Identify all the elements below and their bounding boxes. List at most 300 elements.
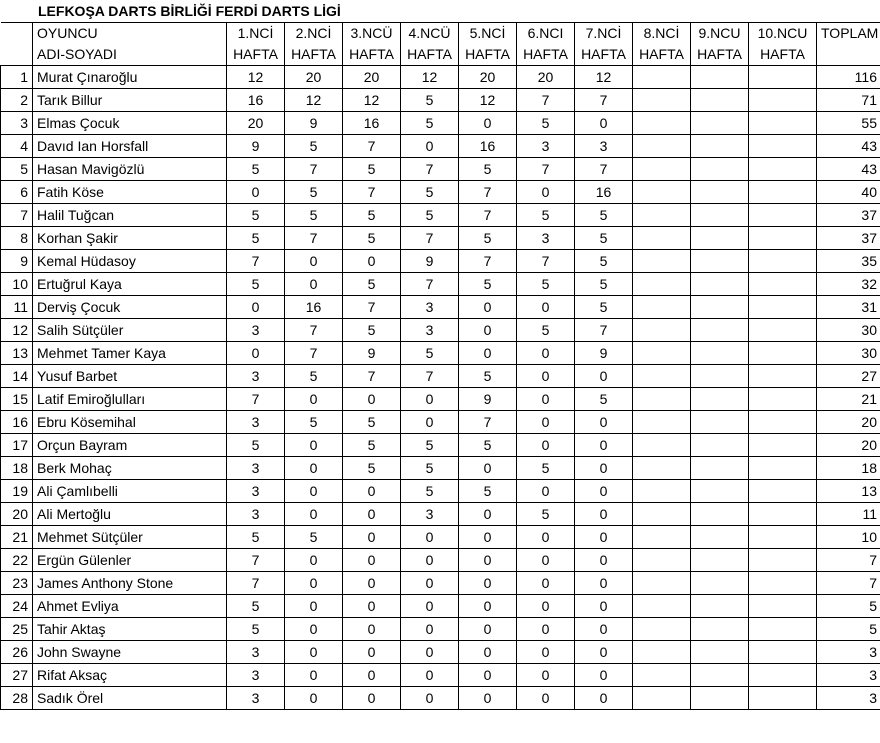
header-cell[interactable]: 1.NCİ (227, 23, 285, 45)
week-score-cell[interactable]: 0 (517, 572, 575, 595)
rank-cell[interactable]: 5 (1, 158, 33, 181)
week-score-cell[interactable]: 5 (401, 342, 459, 365)
week-score-cell[interactable]: 3 (227, 365, 285, 388)
week-score-cell[interactable]: 0 (401, 687, 459, 710)
week-score-cell[interactable]: 0 (343, 687, 401, 710)
player-name-cell[interactable]: Murat Çınaroğlu (33, 66, 227, 89)
week-score-cell[interactable]: 0 (459, 319, 517, 342)
rank-cell[interactable]: 10 (1, 273, 33, 296)
week-score-cell[interactable]: 0 (459, 342, 517, 365)
week-score-cell[interactable]: 7 (285, 319, 343, 342)
week-score-cell[interactable]: 0 (227, 181, 285, 204)
week-score-cell[interactable]: 7 (459, 250, 517, 273)
header-cell[interactable]: HAFTA (285, 44, 343, 66)
total-cell[interactable]: 10 (817, 526, 880, 549)
week-score-cell[interactable] (691, 618, 749, 641)
week-score-cell[interactable]: 0 (285, 549, 343, 572)
week-score-cell[interactable]: 5 (517, 457, 575, 480)
rank-cell[interactable]: 9 (1, 250, 33, 273)
week-score-cell[interactable]: 7 (517, 158, 575, 181)
week-score-cell[interactable]: 5 (343, 434, 401, 457)
total-cell[interactable]: 31 (817, 296, 880, 319)
week-score-cell[interactable]: 0 (401, 135, 459, 158)
header-cell[interactable]: HAFTA (343, 44, 401, 66)
player-name-cell[interactable]: Tahir Aktaş (33, 618, 227, 641)
player-name-cell[interactable]: Hasan Mavigözlü (33, 158, 227, 181)
week-score-cell[interactable] (749, 204, 817, 227)
total-cell[interactable]: 30 (817, 319, 880, 342)
week-score-cell[interactable]: 0 (285, 687, 343, 710)
week-score-cell[interactable]: 5 (401, 89, 459, 112)
total-cell[interactable]: 37 (817, 227, 880, 250)
rank-cell[interactable]: 13 (1, 342, 33, 365)
week-score-cell[interactable]: 0 (575, 687, 633, 710)
week-score-cell[interactable]: 3 (401, 319, 459, 342)
week-score-cell[interactable] (691, 572, 749, 595)
total-cell[interactable]: 3 (817, 641, 880, 664)
week-score-cell[interactable] (633, 112, 691, 135)
week-score-cell[interactable]: 3 (227, 687, 285, 710)
week-score-cell[interactable]: 16 (285, 296, 343, 319)
player-name-cell[interactable]: Berk Mohaç (33, 457, 227, 480)
week-score-cell[interactable] (691, 181, 749, 204)
week-score-cell[interactable] (691, 112, 749, 135)
week-score-cell[interactable] (691, 158, 749, 181)
week-score-cell[interactable]: 3 (517, 135, 575, 158)
week-score-cell[interactable]: 0 (343, 526, 401, 549)
total-cell[interactable]: 5 (817, 595, 880, 618)
week-score-cell[interactable]: 5 (575, 250, 633, 273)
rank-cell[interactable]: 28 (1, 687, 33, 710)
week-score-cell[interactable]: 0 (401, 618, 459, 641)
rank-cell[interactable]: 12 (1, 319, 33, 342)
week-score-cell[interactable]: 0 (227, 296, 285, 319)
week-score-cell[interactable]: 5 (459, 158, 517, 181)
rank-cell[interactable]: 1 (1, 66, 33, 89)
week-score-cell[interactable] (691, 595, 749, 618)
week-score-cell[interactable]: 7 (575, 319, 633, 342)
player-name-cell[interactable]: James Anthony Stone (33, 572, 227, 595)
week-score-cell[interactable]: 5 (227, 273, 285, 296)
header-cell[interactable]: 3.NCÜ (343, 23, 401, 45)
total-cell[interactable]: 71 (817, 89, 880, 112)
week-score-cell[interactable] (749, 687, 817, 710)
week-score-cell[interactable] (691, 664, 749, 687)
week-score-cell[interactable]: 0 (517, 595, 575, 618)
week-score-cell[interactable]: 0 (343, 572, 401, 595)
week-score-cell[interactable]: 0 (575, 526, 633, 549)
week-score-cell[interactable] (691, 227, 749, 250)
week-score-cell[interactable]: 0 (343, 480, 401, 503)
week-score-cell[interactable]: 5 (401, 112, 459, 135)
week-score-cell[interactable]: 0 (343, 641, 401, 664)
week-score-cell[interactable]: 0 (517, 342, 575, 365)
week-score-cell[interactable] (633, 227, 691, 250)
week-score-cell[interactable]: 0 (401, 526, 459, 549)
week-score-cell[interactable] (691, 641, 749, 664)
week-score-cell[interactable] (633, 434, 691, 457)
week-score-cell[interactable] (633, 618, 691, 641)
week-score-cell[interactable] (749, 618, 817, 641)
header-cell[interactable]: 9.NCU (691, 23, 749, 45)
total-cell[interactable]: 40 (817, 181, 880, 204)
week-score-cell[interactable]: 5 (227, 618, 285, 641)
week-score-cell[interactable]: 0 (285, 618, 343, 641)
week-score-cell[interactable] (691, 319, 749, 342)
week-score-cell[interactable] (749, 365, 817, 388)
total-cell[interactable]: 20 (817, 411, 880, 434)
week-score-cell[interactable]: 3 (401, 296, 459, 319)
week-score-cell[interactable]: 9 (227, 135, 285, 158)
week-score-cell[interactable] (691, 388, 749, 411)
week-score-cell[interactable] (749, 112, 817, 135)
rank-cell[interactable]: 4 (1, 135, 33, 158)
week-score-cell[interactable]: 3 (575, 135, 633, 158)
rank-cell[interactable]: 27 (1, 664, 33, 687)
week-score-cell[interactable] (691, 250, 749, 273)
total-cell[interactable]: 55 (817, 112, 880, 135)
week-score-cell[interactable]: 7 (575, 158, 633, 181)
week-score-cell[interactable] (749, 181, 817, 204)
week-score-cell[interactable]: 9 (343, 342, 401, 365)
week-score-cell[interactable]: 0 (517, 664, 575, 687)
rank-cell[interactable]: 11 (1, 296, 33, 319)
week-score-cell[interactable] (749, 66, 817, 89)
week-score-cell[interactable] (749, 549, 817, 572)
header-cell-total[interactable] (817, 44, 880, 66)
week-score-cell[interactable]: 5 (401, 457, 459, 480)
week-score-cell[interactable]: 20 (227, 112, 285, 135)
week-score-cell[interactable]: 5 (575, 204, 633, 227)
week-score-cell[interactable] (633, 365, 691, 388)
header-cell[interactable]: HAFTA (459, 44, 517, 66)
week-score-cell[interactable] (633, 135, 691, 158)
week-score-cell[interactable] (749, 457, 817, 480)
header-cell[interactable]: 2.NCİ (285, 23, 343, 45)
week-score-cell[interactable]: 5 (459, 273, 517, 296)
week-score-cell[interactable] (633, 526, 691, 549)
week-score-cell[interactable]: 0 (285, 434, 343, 457)
player-name-cell[interactable]: John Swayne (33, 641, 227, 664)
week-score-cell[interactable] (749, 434, 817, 457)
week-score-cell[interactable]: 0 (575, 411, 633, 434)
week-score-cell[interactable]: 0 (517, 411, 575, 434)
player-name-cell[interactable]: Elmas Çocuk (33, 112, 227, 135)
week-score-cell[interactable]: 7 (285, 227, 343, 250)
week-score-cell[interactable] (633, 204, 691, 227)
week-score-cell[interactable] (691, 687, 749, 710)
week-score-cell[interactable]: 5 (343, 411, 401, 434)
player-name-cell[interactable]: Ali Çamlıbelli (33, 480, 227, 503)
week-score-cell[interactable]: 5 (343, 319, 401, 342)
week-score-cell[interactable]: 0 (575, 572, 633, 595)
week-score-cell[interactable]: 16 (343, 112, 401, 135)
week-score-cell[interactable] (749, 273, 817, 296)
week-score-cell[interactable]: 0 (285, 457, 343, 480)
week-score-cell[interactable] (633, 250, 691, 273)
rank-cell[interactable]: 25 (1, 618, 33, 641)
week-score-cell[interactable]: 7 (401, 227, 459, 250)
week-score-cell[interactable]: 0 (517, 687, 575, 710)
rank-cell[interactable]: 6 (1, 181, 33, 204)
week-score-cell[interactable]: 0 (575, 365, 633, 388)
week-score-cell[interactable]: 0 (459, 457, 517, 480)
week-score-cell[interactable]: 12 (401, 66, 459, 89)
rank-cell[interactable]: 7 (1, 204, 33, 227)
total-cell[interactable]: 3 (817, 664, 880, 687)
player-name-cell[interactable]: Fatih Köse (33, 181, 227, 204)
header-cell[interactable] (1, 44, 33, 66)
header-cell[interactable]: HAFTA (749, 44, 817, 66)
week-score-cell[interactable]: 0 (401, 572, 459, 595)
week-score-cell[interactable]: 0 (285, 480, 343, 503)
week-score-cell[interactable]: 12 (575, 66, 633, 89)
week-score-cell[interactable]: 0 (517, 549, 575, 572)
rank-cell[interactable]: 15 (1, 388, 33, 411)
week-score-cell[interactable]: 3 (227, 480, 285, 503)
player-name-cell[interactable]: Derviş Çocuk (33, 296, 227, 319)
week-score-cell[interactable]: 5 (517, 319, 575, 342)
week-score-cell[interactable]: 9 (285, 112, 343, 135)
week-score-cell[interactable]: 7 (401, 365, 459, 388)
rank-cell[interactable]: 8 (1, 227, 33, 250)
total-cell[interactable]: 18 (817, 457, 880, 480)
week-score-cell[interactable] (691, 549, 749, 572)
week-score-cell[interactable]: 7 (227, 549, 285, 572)
week-score-cell[interactable] (633, 388, 691, 411)
week-score-cell[interactable]: 7 (459, 411, 517, 434)
week-score-cell[interactable]: 0 (285, 641, 343, 664)
week-score-cell[interactable] (633, 503, 691, 526)
week-score-cell[interactable] (691, 411, 749, 434)
header-cell[interactable]: 8.NCİ (633, 23, 691, 45)
week-score-cell[interactable] (633, 641, 691, 664)
week-score-cell[interactable]: 5 (343, 273, 401, 296)
rank-cell[interactable]: 3 (1, 112, 33, 135)
week-score-cell[interactable]: 3 (227, 503, 285, 526)
week-score-cell[interactable] (749, 135, 817, 158)
total-cell[interactable]: 37 (817, 204, 880, 227)
total-cell[interactable]: 5 (817, 618, 880, 641)
week-score-cell[interactable]: 0 (459, 526, 517, 549)
week-score-cell[interactable]: 0 (575, 480, 633, 503)
header-cell[interactable]: 4.NCÜ (401, 23, 459, 45)
player-name-cell[interactable]: Kemal Hüdasoy (33, 250, 227, 273)
week-score-cell[interactable]: 7 (285, 342, 343, 365)
week-score-cell[interactable]: 0 (401, 664, 459, 687)
week-score-cell[interactable]: 5 (401, 181, 459, 204)
week-score-cell[interactable]: 7 (343, 296, 401, 319)
week-score-cell[interactable] (749, 572, 817, 595)
week-score-cell[interactable]: 3 (227, 319, 285, 342)
week-score-cell[interactable]: 7 (343, 135, 401, 158)
total-cell[interactable]: 11 (817, 503, 880, 526)
week-score-cell[interactable]: 5 (227, 204, 285, 227)
week-score-cell[interactable] (691, 457, 749, 480)
week-score-cell[interactable]: 16 (459, 135, 517, 158)
week-score-cell[interactable]: 0 (575, 503, 633, 526)
week-score-cell[interactable]: 5 (343, 227, 401, 250)
week-score-cell[interactable]: 0 (285, 250, 343, 273)
week-score-cell[interactable]: 5 (343, 158, 401, 181)
week-score-cell[interactable]: 5 (285, 365, 343, 388)
week-score-cell[interactable]: 0 (575, 434, 633, 457)
week-score-cell[interactable] (633, 480, 691, 503)
week-score-cell[interactable]: 5 (575, 296, 633, 319)
week-score-cell[interactable]: 9 (401, 250, 459, 273)
header-cell[interactable]: ADI-SOYADI (33, 44, 227, 66)
week-score-cell[interactable]: 5 (459, 227, 517, 250)
week-score-cell[interactable]: 0 (517, 618, 575, 641)
week-score-cell[interactable]: 5 (285, 135, 343, 158)
week-score-cell[interactable]: 3 (401, 503, 459, 526)
header-cell[interactable]: HAFTA (227, 44, 285, 66)
week-score-cell[interactable]: 0 (343, 664, 401, 687)
week-score-cell[interactable]: 3 (227, 641, 285, 664)
week-score-cell[interactable] (633, 158, 691, 181)
total-cell[interactable]: 116 (817, 66, 880, 89)
week-score-cell[interactable] (691, 434, 749, 457)
week-score-cell[interactable]: 5 (459, 365, 517, 388)
week-score-cell[interactable] (633, 664, 691, 687)
week-score-cell[interactable]: 0 (517, 434, 575, 457)
total-cell[interactable]: 32 (817, 273, 880, 296)
week-score-cell[interactable]: 0 (459, 618, 517, 641)
week-score-cell[interactable] (691, 503, 749, 526)
week-score-cell[interactable]: 0 (401, 595, 459, 618)
week-score-cell[interactable]: 0 (517, 296, 575, 319)
week-score-cell[interactable]: 0 (575, 595, 633, 618)
week-score-cell[interactable] (691, 66, 749, 89)
header-cell[interactable]: HAFTA (517, 44, 575, 66)
week-score-cell[interactable]: 9 (575, 342, 633, 365)
week-score-cell[interactable]: 0 (401, 411, 459, 434)
week-score-cell[interactable] (691, 204, 749, 227)
week-score-cell[interactable]: 5 (227, 595, 285, 618)
player-name-cell[interactable]: Ebru Kösemihal (33, 411, 227, 434)
player-name-cell[interactable]: Rifat Aksaç (33, 664, 227, 687)
week-score-cell[interactable] (749, 227, 817, 250)
week-score-cell[interactable]: 3 (227, 411, 285, 434)
week-score-cell[interactable] (691, 135, 749, 158)
player-name-cell[interactable]: Davıd Ian Horsfall (33, 135, 227, 158)
rank-cell[interactable]: 26 (1, 641, 33, 664)
week-score-cell[interactable]: 0 (459, 572, 517, 595)
rank-cell[interactable]: 21 (1, 526, 33, 549)
week-score-cell[interactable] (749, 411, 817, 434)
week-score-cell[interactable] (691, 296, 749, 319)
week-score-cell[interactable] (749, 388, 817, 411)
week-score-cell[interactable]: 7 (517, 250, 575, 273)
rank-cell[interactable]: 23 (1, 572, 33, 595)
week-score-cell[interactable]: 0 (401, 641, 459, 664)
week-score-cell[interactable]: 5 (575, 273, 633, 296)
week-score-cell[interactable]: 0 (517, 480, 575, 503)
week-score-cell[interactable]: 5 (517, 204, 575, 227)
week-score-cell[interactable]: 0 (343, 595, 401, 618)
week-score-cell[interactable] (691, 342, 749, 365)
player-name-cell[interactable]: Mehmet Sütçüler (33, 526, 227, 549)
week-score-cell[interactable] (633, 319, 691, 342)
total-cell[interactable]: 43 (817, 135, 880, 158)
total-cell[interactable]: 30 (817, 342, 880, 365)
week-score-cell[interactable] (691, 526, 749, 549)
total-cell[interactable]: 27 (817, 365, 880, 388)
week-score-cell[interactable]: 16 (575, 181, 633, 204)
week-score-cell[interactable]: 7 (343, 181, 401, 204)
header-cell[interactable]: 7.NCİ (575, 23, 633, 45)
header-cell[interactable]: HAFTA (575, 44, 633, 66)
week-score-cell[interactable]: 7 (227, 250, 285, 273)
total-cell[interactable]: 43 (817, 158, 880, 181)
week-score-cell[interactable]: 7 (401, 273, 459, 296)
player-name-cell[interactable]: Ali Mertoğlu (33, 503, 227, 526)
week-score-cell[interactable]: 12 (343, 89, 401, 112)
week-score-cell[interactable]: 0 (459, 296, 517, 319)
week-score-cell[interactable] (633, 595, 691, 618)
week-score-cell[interactable] (749, 89, 817, 112)
week-score-cell[interactable]: 0 (343, 503, 401, 526)
week-score-cell[interactable] (749, 480, 817, 503)
player-name-cell[interactable]: Ahmet Evliya (33, 595, 227, 618)
rank-cell[interactable]: 19 (1, 480, 33, 503)
week-score-cell[interactable] (749, 526, 817, 549)
week-score-cell[interactable]: 7 (459, 181, 517, 204)
week-score-cell[interactable] (691, 480, 749, 503)
week-score-cell[interactable] (633, 181, 691, 204)
week-score-cell[interactable]: 3 (227, 664, 285, 687)
week-score-cell[interactable]: 7 (227, 388, 285, 411)
week-score-cell[interactable]: 5 (227, 158, 285, 181)
header-cell[interactable]: HAFTA (401, 44, 459, 66)
total-cell[interactable]: 21 (817, 388, 880, 411)
week-score-cell[interactable]: 0 (285, 595, 343, 618)
week-score-cell[interactable]: 0 (459, 664, 517, 687)
week-score-cell[interactable]: 0 (575, 457, 633, 480)
week-score-cell[interactable]: 0 (285, 664, 343, 687)
week-score-cell[interactable]: 0 (575, 664, 633, 687)
week-score-cell[interactable]: 0 (401, 549, 459, 572)
week-score-cell[interactable] (633, 66, 691, 89)
week-score-cell[interactable] (633, 549, 691, 572)
rank-cell[interactable]: 17 (1, 434, 33, 457)
player-name-cell[interactable]: Ergün Gülenler (33, 549, 227, 572)
week-score-cell[interactable]: 0 (343, 618, 401, 641)
player-name-cell[interactable]: Sadık Örel (33, 687, 227, 710)
week-score-cell[interactable] (633, 89, 691, 112)
week-score-cell[interactable] (749, 250, 817, 273)
player-name-cell[interactable]: Mehmet Tamer Kaya (33, 342, 227, 365)
week-score-cell[interactable] (691, 89, 749, 112)
week-score-cell[interactable]: 20 (285, 66, 343, 89)
rank-cell[interactable]: 24 (1, 595, 33, 618)
week-score-cell[interactable]: 5 (285, 204, 343, 227)
header-cell[interactable]: 6.NCI (517, 23, 575, 45)
week-score-cell[interactable] (633, 411, 691, 434)
header-cell[interactable]: 10.NCU (749, 23, 817, 45)
week-score-cell[interactable]: 0 (575, 112, 633, 135)
header-cell[interactable] (1, 23, 33, 45)
week-score-cell[interactable]: 0 (285, 503, 343, 526)
player-name-cell[interactable]: Tarık Billur (33, 89, 227, 112)
week-score-cell[interactable] (749, 319, 817, 342)
week-score-cell[interactable]: 0 (343, 250, 401, 273)
week-score-cell[interactable]: 7 (575, 89, 633, 112)
week-score-cell[interactable]: 12 (459, 89, 517, 112)
week-score-cell[interactable]: 5 (401, 480, 459, 503)
total-cell[interactable]: 35 (817, 250, 880, 273)
week-score-cell[interactable]: 0 (285, 388, 343, 411)
